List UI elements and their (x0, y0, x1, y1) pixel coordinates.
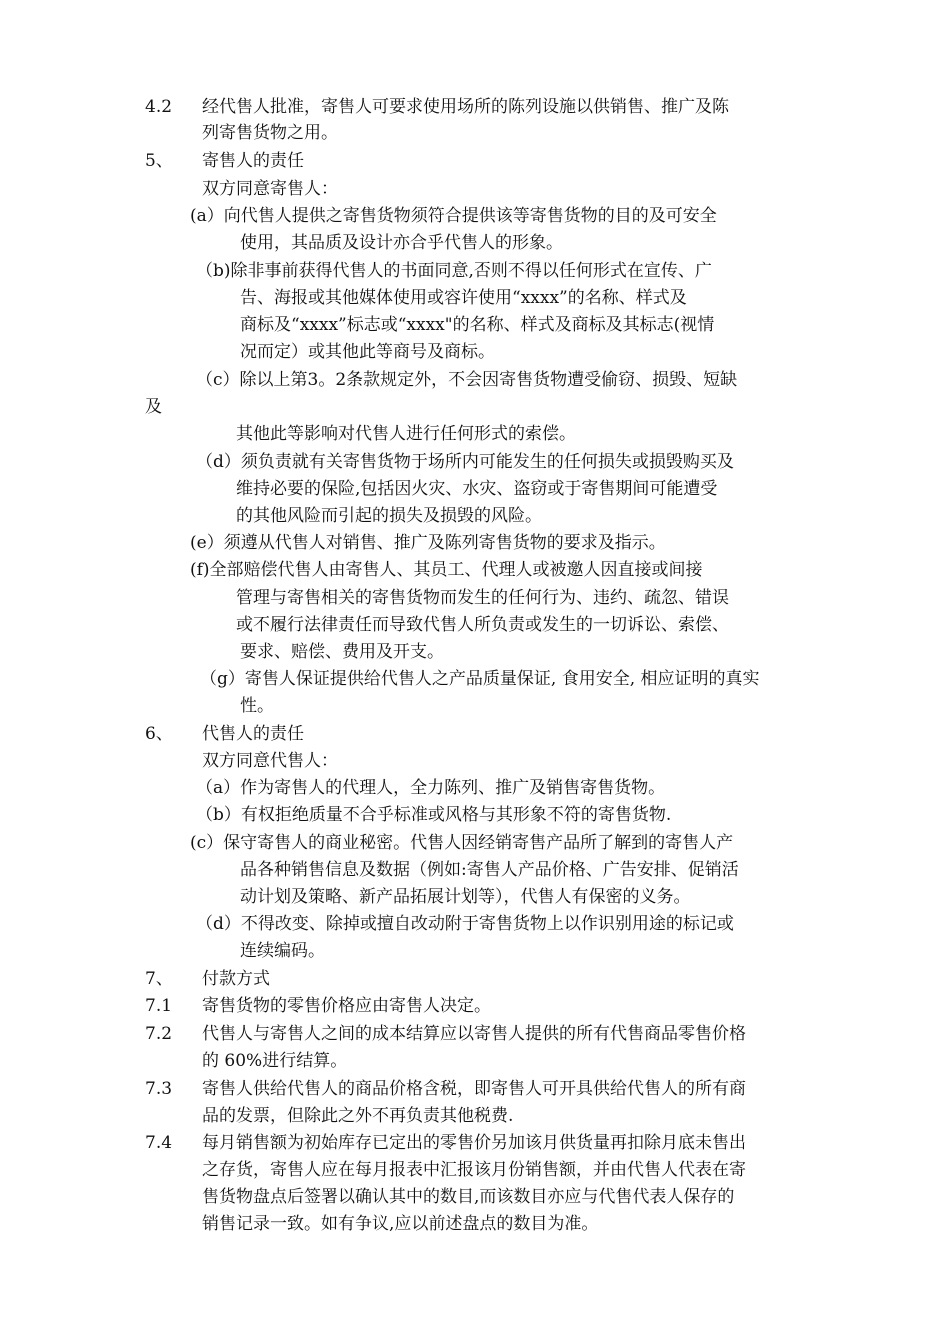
clause-text: 寄售人供给代售人的商品价格含税，即寄售人可开具供给代售人的所有商 (202, 1079, 746, 1099)
clause-text: 双方同意代售人： (202, 751, 338, 771)
clause-number: 4.2 (145, 97, 173, 117)
sub-item-continued: 性。 (240, 696, 274, 716)
section-number: 7、 (145, 969, 173, 989)
sub-item-continued: 及 (145, 397, 162, 417)
clause-number: 7.2 (145, 1024, 173, 1044)
sub-item-continued: 品各种销售信息及数据（例如:寄售人产品价格、广告安排、促销活 (240, 860, 739, 880)
sub-item: （d）须负责就有关寄售货物于场所内可能发生的任何损失或损毁购买及 (196, 452, 734, 472)
clause-text: 列寄售货物之用。 (202, 123, 338, 143)
sub-item: （a）作为寄售人的代理人，全力陈列、推广及销售寄售货物。 (196, 778, 666, 798)
clause-number: 7.4 (145, 1133, 173, 1153)
section-heading: 寄售人的责任 (202, 151, 304, 171)
clause-text: 之存货，寄售人应在每月报表中汇报该月份销售额，并由代售人代表在寄 (202, 1160, 746, 1180)
clause-text: 双方同意寄售人： (202, 179, 338, 199)
sub-item: （c）除以上第3。2条款规定外，不会因寄售货物遭受偷窃、损毁、短缺 (196, 370, 738, 390)
sub-item-continued: 维持必要的保险,包括因火灾、水灾、盗窃或于寄售期间可能遭受 (236, 479, 718, 499)
clause-text: 品的发票，但除此之外不再负责其他税费. (202, 1106, 514, 1126)
clause-text: 的 60%进行结算。 (202, 1051, 348, 1071)
sub-item: （b)除非事前获得代售人的书面同意,否则不得以任何形式在宣传、广 (196, 261, 712, 281)
clause-text: 销售记录一致。如有争议,应以前述盘点的数目为准。 (202, 1214, 599, 1234)
sub-item-continued: 动计划及策略、新产品拓展计划等），代售人有保密的义务。 (240, 887, 691, 907)
section-number: 5、 (145, 151, 173, 171)
sub-item-continued: 商标及“xxxx”标志或“xxxx"的名称、样式及商标及其标志(视情 (240, 315, 715, 335)
sub-item-continued: 告、海报或其他媒体使用或容许使用“xxxx”的名称、样式及 (240, 288, 687, 308)
sub-item: (a）向代售人提供之寄售货物须符合提供该等寄售货物的目的及可安全 (190, 206, 717, 226)
clause-text: 经代售人批准，寄售人可要求使用场所的陈列设施以供销售、推广及陈 (202, 97, 729, 117)
sub-item: (e）须遵从代售人对销售、推广及陈列寄售货物的要求及指示。 (190, 533, 666, 553)
section-heading: 代售人的责任 (202, 724, 304, 744)
clause-text: 代售人与寄售人之间的成本结算应以寄售人提供的所有代售商品零售价格 (202, 1024, 746, 1044)
section-number: 6、 (145, 724, 173, 744)
sub-item: (c）保守寄售人的商业秘密。代售人因经销寄售产品所了解到的寄售人产 (190, 833, 734, 853)
sub-item: (f)全部赔偿代售人由寄售人、其员工、代理人或被邀人因直接或间接 (190, 560, 703, 580)
sub-item: （d）不得改变、除掉或擅自改动附于寄售货物上以作识别用途的标记或 (196, 914, 734, 934)
sub-item-continued: 其他此等影响对代售人进行任何形式的索偿。 (236, 424, 576, 444)
clause-text: 售货物盘点后签署以确认其中的数目,而该数目亦应与代售代表人保存的 (202, 1187, 735, 1207)
sub-item-continued: 或不履行法律责任而导致代售人所负责或发生的一切诉讼、索偿、 (236, 615, 729, 635)
sub-item-continued: 要求、赔偿、费用及开支。 (240, 642, 444, 662)
sub-item: （b）有权拒绝质量不合乎标准或风格与其形象不符的寄售货物. (196, 805, 672, 825)
clause-text: 每月销售额为初始库存已定出的零售价另加该月供货量再扣除月底未售出 (202, 1133, 746, 1153)
sub-item-continued: 的其他风险而引起的损失及损毁的风险。 (236, 506, 542, 526)
clause-text: 寄售货物的零售价格应由寄售人决定。 (202, 996, 491, 1016)
sub-item-continued: 连续编码。 (240, 941, 325, 961)
clause-number: 7.1 (145, 996, 173, 1016)
section-heading: 付款方式 (202, 969, 270, 989)
sub-item-continued: 况而定）或其他此等商号及商标。 (240, 342, 495, 362)
sub-item: （g）寄售人保证提供给代售人之产品质量保证, 食用安全, 相应证明的真实 (200, 669, 760, 689)
sub-item-continued: 使用，其品质及设计亦合乎代售人的形象。 (240, 233, 563, 253)
sub-item-continued: 管理与寄售相关的寄售货物而发生的任何行为、违约、疏忽、错误 (236, 588, 729, 608)
clause-number: 7.3 (145, 1079, 173, 1099)
